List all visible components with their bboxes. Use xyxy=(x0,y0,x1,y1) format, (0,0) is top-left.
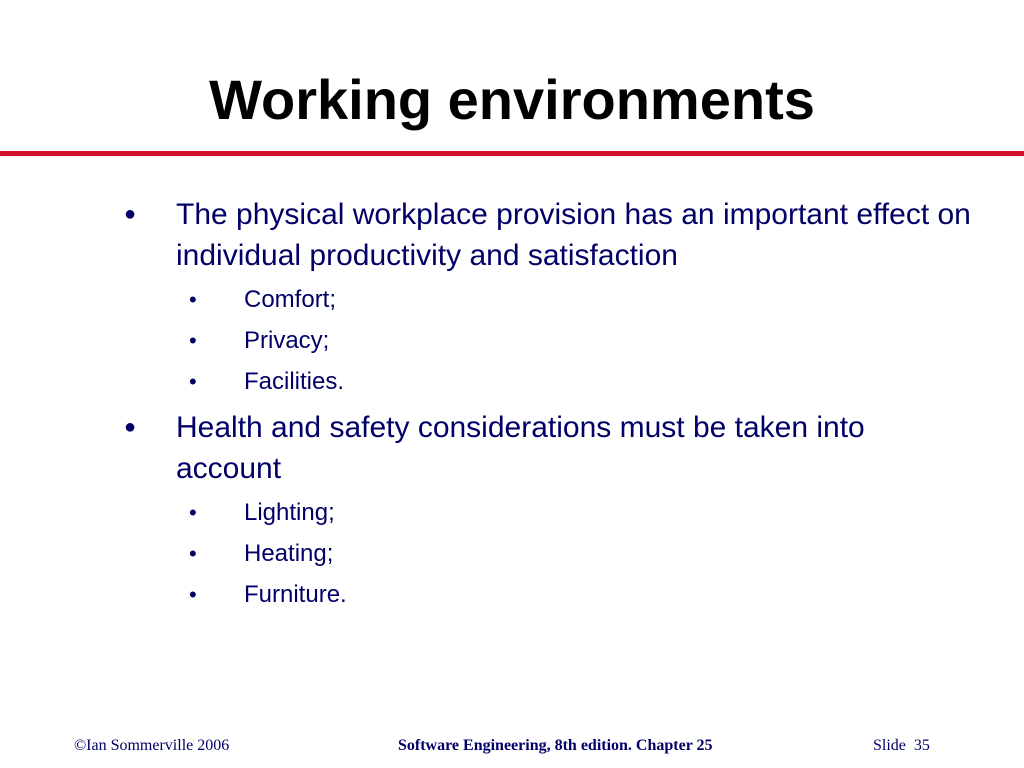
bullet-dot-icon: ● xyxy=(124,203,137,225)
sub-bullet-dot-icon: • xyxy=(189,287,197,312)
bullet-text: Health and safety considerations must be taken into account xyxy=(176,411,865,485)
sub-bullet-dot-icon: • xyxy=(189,582,197,607)
footer-slide-number: Slide 35 xyxy=(873,737,930,754)
bullet-text: The physical workplace provision has an important effect on individual productivity and satisfaction xyxy=(176,198,971,272)
sub-bullet-text: Facilities. xyxy=(244,368,345,395)
sub-bullet-dot-icon: • xyxy=(189,500,197,525)
bullet-dot-icon: ● xyxy=(124,416,137,438)
sub-bullet-dot-icon: • xyxy=(189,328,197,353)
sub-bullet-dot-icon: • xyxy=(189,369,197,394)
sub-bullet-dot-icon: • xyxy=(189,541,197,566)
sub-bullet-text: Privacy; xyxy=(244,327,330,354)
sub-bullet-text: Comfort; xyxy=(244,286,337,313)
sub-bullet-text: Heating; xyxy=(244,540,334,567)
footer-copyright: ©Ian Sommerville 2006 xyxy=(74,737,230,754)
sub-bullet-text: Furniture. xyxy=(244,581,347,608)
sub-bullet-text: Lighting; xyxy=(244,499,335,526)
footer-book-title: Software Engineering, 8th edition. Chapter 25 xyxy=(398,737,713,754)
slide-title: Working environments xyxy=(209,68,815,131)
